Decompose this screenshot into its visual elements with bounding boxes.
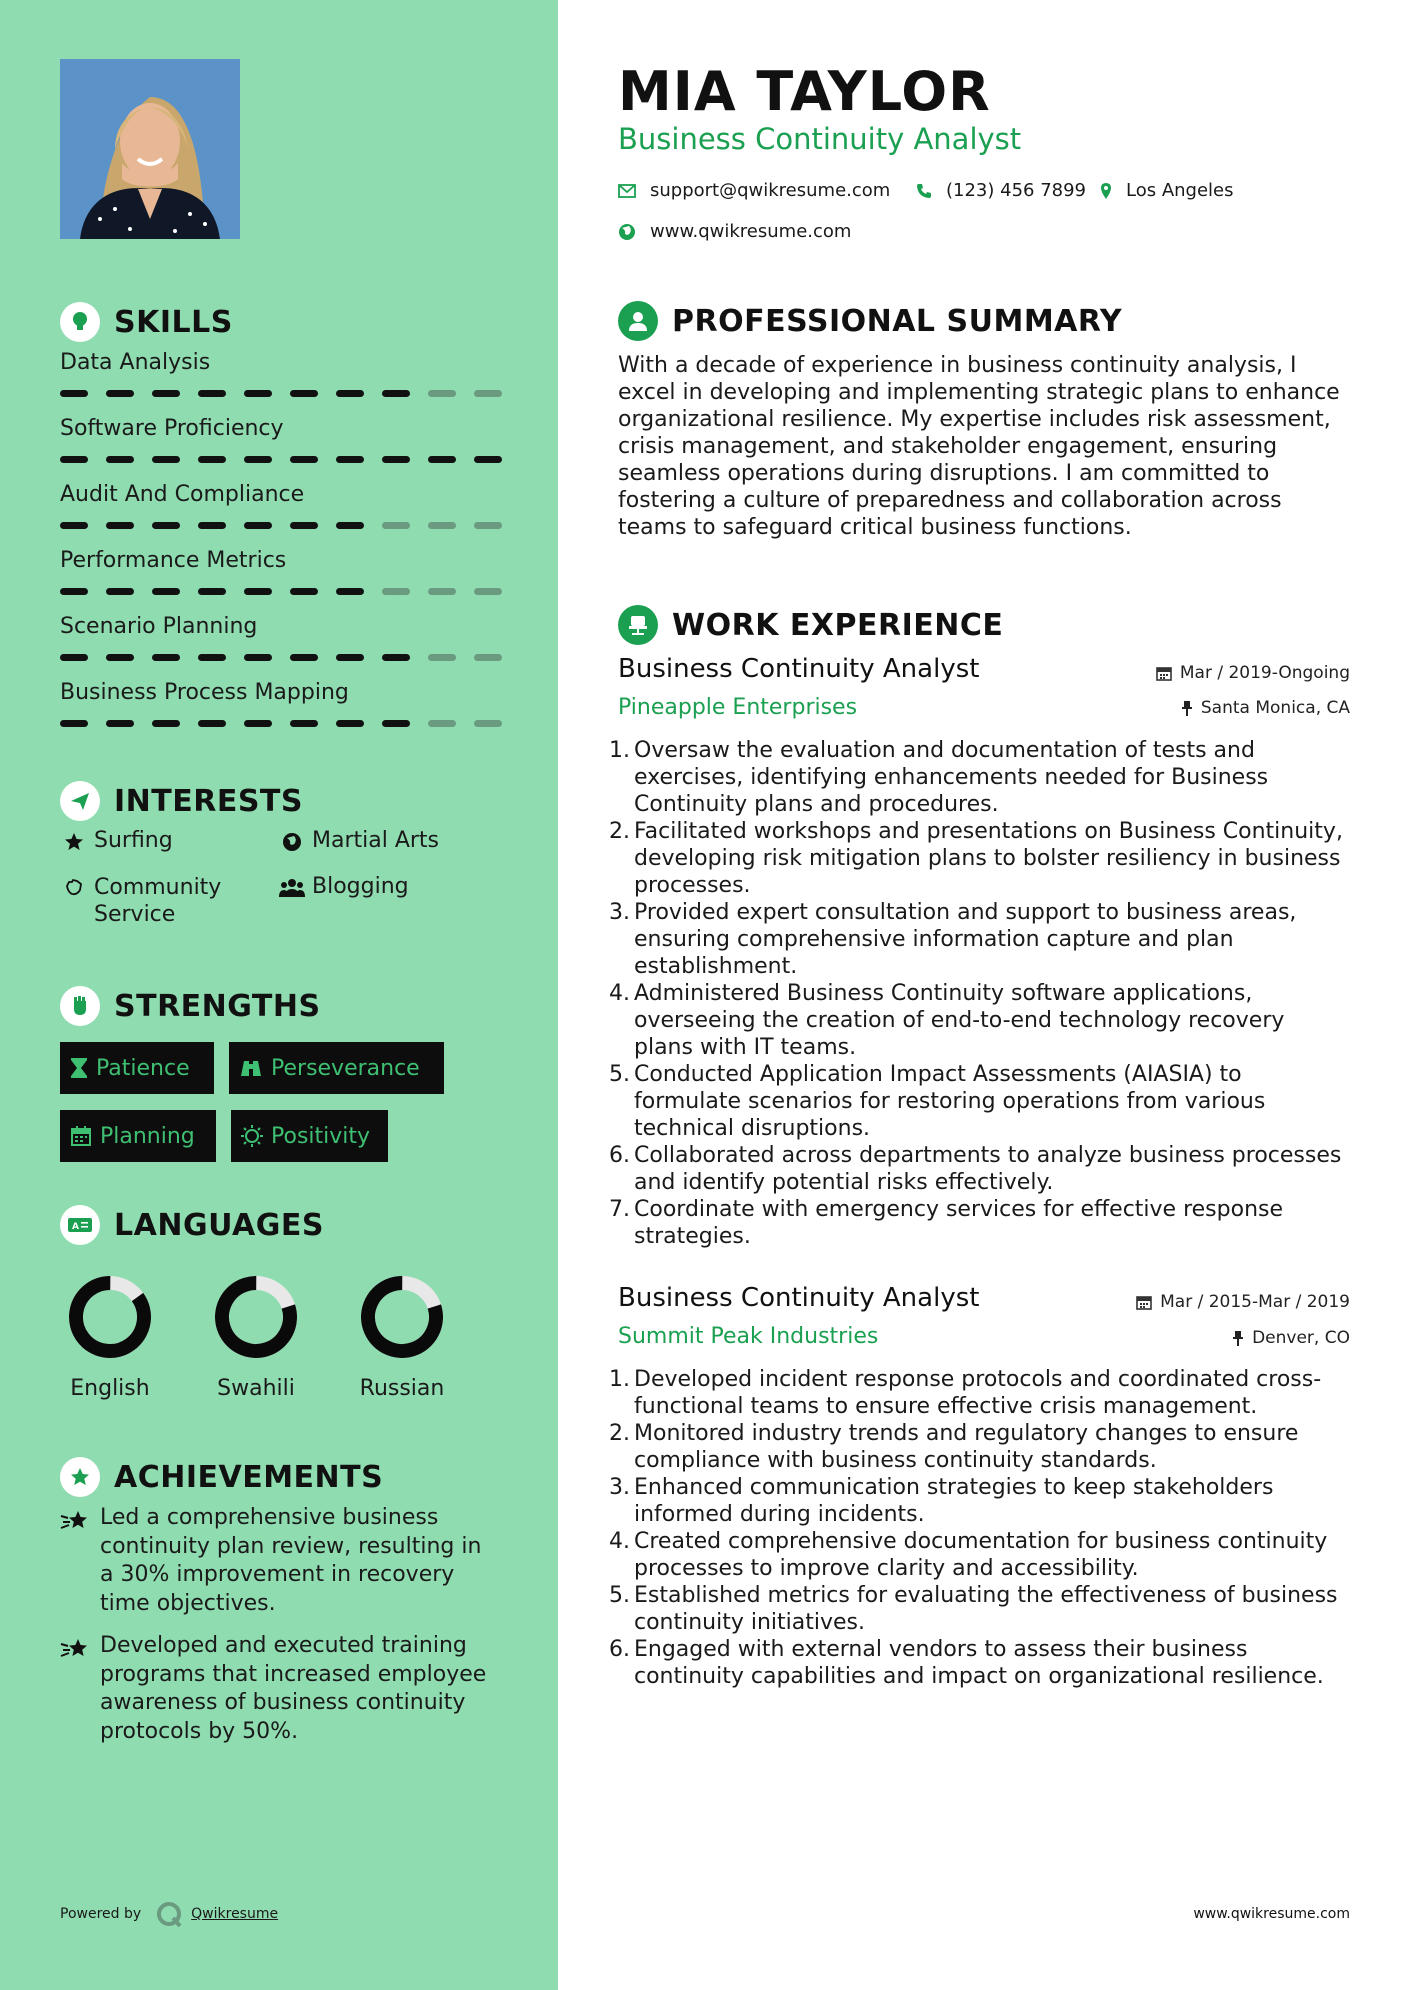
skill-level-bar: [60, 390, 520, 397]
skill-level-segment: [290, 456, 318, 463]
skill-level-segment: [474, 720, 502, 727]
job-bullet: 4. Administered Business Continuity software applications, overseeing the creation of end-to-end technology recovery plans with IT teams.: [609, 981, 1285, 1060]
skill-level-segment: [198, 720, 226, 727]
contact-email[interactable]: [618, 180, 890, 201]
calendar-icon: [70, 1125, 92, 1147]
website-text: www.qwikresume.com: [650, 221, 852, 242]
job-bullet: 5. Conducted Application Impact Assessments (AIASIA) to formulate scenarios for restoring operations from various technical disruptions.: [609, 1062, 1266, 1141]
skill-level-segment: [198, 456, 226, 463]
phone-icon: [916, 183, 932, 199]
skill-level-segment: [152, 522, 180, 529]
skill-level-segment: [382, 522, 410, 529]
job-location-text: Santa Monica, CA: [1200, 698, 1350, 718]
job-bullet: 7. Coordinate with emergency services for effective response strategies.: [609, 1197, 1284, 1249]
skill-level-segment: [428, 588, 456, 595]
skill-level-segment: [382, 456, 410, 463]
shooting-star-icon: [60, 1632, 100, 1746]
qwikresume-logo-icon: [155, 1900, 183, 1928]
job-bullet: 1. Oversaw the evaluation and documentation of tests and exercises, identifying enhancements needed for Business Continuity plans and procedures.: [609, 738, 1269, 817]
skill-level-bar: [60, 522, 520, 529]
qwikresume-link[interactable]: Qwikresume: [191, 1906, 279, 1922]
skill-item: [60, 680, 500, 746]
job-dates: [1156, 663, 1350, 683]
language-level-arc: [359, 1274, 445, 1360]
skill-level-segment: [474, 390, 502, 397]
skill-item: [60, 614, 500, 680]
location-text: Los Angeles: [1126, 180, 1234, 201]
skill-level-segment: [290, 720, 318, 727]
job-dates-text: Mar / 2015-Mar / 2019: [1160, 1292, 1350, 1312]
skills-heading: [60, 302, 233, 342]
skill-level-segment: [198, 588, 226, 595]
briefcase-chair-icon: [618, 605, 658, 645]
language-item: [332, 1272, 472, 1401]
achievement-item: [60, 1504, 500, 1618]
skill-label: Audit And Compliance: [60, 482, 305, 507]
skill-level-segment: [106, 522, 134, 529]
strength-badge: [60, 1042, 214, 1094]
job-bullet: 6. Engaged with external vendors to assess their business continuity capabilities and impact on organizational resilience.: [609, 1637, 1324, 1689]
achievement-text: Led a comprehensive business continuity plan review, resulting in a 30% improvement in recovery time objectives.: [100, 1505, 482, 1616]
strength-label: Positivity: [271, 1123, 371, 1149]
skill-level-segment: [198, 522, 226, 529]
skill-level-segment: [106, 588, 134, 595]
svg-text:A: A: [72, 1222, 79, 1232]
powered-by-label: Powered by: [60, 1906, 142, 1922]
skill-level-segment: [336, 456, 364, 463]
skills-title: SKILLS: [114, 304, 233, 340]
email-text: support@qwikresume.com: [650, 180, 891, 201]
skill-label: Performance Metrics: [60, 548, 287, 573]
achievements-title: ACHIEVEMENTS: [114, 1459, 384, 1495]
job-company: Pineapple Enterprises: [618, 695, 858, 720]
language-level-arc: [65, 1272, 155, 1362]
skill-level-segment: [198, 654, 226, 661]
skill-level-segment: [60, 522, 88, 529]
language-label: English: [70, 1376, 150, 1401]
interest-label: Martial Arts: [312, 828, 440, 853]
footer-website[interactable]: www.qwikresume.com: [1193, 1906, 1350, 1922]
pin-icon: [1232, 1330, 1244, 1346]
interests-title: INTERESTS: [114, 783, 303, 819]
skill-level-segment: [336, 720, 364, 727]
job-bullet: 1. Developed incident response protocols and coordinated cross-functional teams to ensure effective crisis management.: [609, 1367, 1322, 1419]
strength-label: Perseverance: [271, 1055, 420, 1081]
job-title: Business Continuity Analyst: [618, 654, 980, 684]
star-icon: [60, 828, 88, 852]
job-bullets: [608, 1366, 1348, 1690]
interest-item: [278, 828, 439, 853]
skill-level-segment: [198, 390, 226, 397]
strength-badge: [231, 1110, 388, 1162]
calendar-icon: [1156, 665, 1172, 681]
skill-level-segment: [474, 456, 502, 463]
pin-icon: [1181, 700, 1193, 716]
profile-photo: [60, 59, 240, 239]
skill-level-segment: [106, 720, 134, 727]
interest-item: [278, 874, 409, 899]
globe-icon: [278, 828, 306, 852]
job-bullet: 2. Monitored industry trends and regulatory changes to ensure compliance with business continuity standards.: [609, 1421, 1299, 1473]
skill-item: [60, 548, 500, 614]
skill-level-segment: [244, 654, 272, 661]
languages-title: LANGUAGES: [114, 1207, 324, 1243]
job-bullets: [608, 737, 1348, 1250]
hand-icon: [60, 874, 88, 898]
skill-level-segment: [290, 588, 318, 595]
interests-heading: [60, 781, 303, 821]
skill-level-segment: [382, 720, 410, 727]
skill-label: Software Proficiency: [60, 416, 284, 441]
skill-level-segment: [152, 390, 180, 397]
job-title: Business Continuity Analyst: [618, 1283, 980, 1313]
skill-item: [60, 482, 500, 548]
skill-level-bar: [60, 720, 520, 727]
skill-level-segment: [382, 390, 410, 397]
skill-level-segment: [106, 654, 134, 661]
skill-label: Data Analysis: [60, 350, 211, 375]
interest-item: [60, 874, 221, 928]
job-location: [1181, 698, 1350, 718]
job-dates: [1136, 1292, 1350, 1312]
interest-label: Blogging: [312, 874, 409, 899]
skill-level-segment: [244, 588, 272, 595]
experience-heading: [618, 605, 1003, 645]
job-dates-text: Mar / 2019-Ongoing: [1179, 663, 1350, 683]
skill-level-segment: [428, 720, 456, 727]
job-bullet: 3. Provided expert consultation and support to business areas, ensuring comprehensive information capture and plan establishment.: [609, 900, 1297, 979]
skill-level-segment: [428, 456, 456, 463]
skill-level-segment: [474, 522, 502, 529]
envelope-icon: [618, 184, 636, 198]
job-location-text: Denver, CO: [1252, 1328, 1350, 1348]
skill-level-segment: [290, 390, 318, 397]
strength-badge: [60, 1110, 216, 1162]
skill-level-segment: [106, 456, 134, 463]
interest-label: Community Service: [94, 875, 222, 927]
skill-level-segment: [428, 390, 456, 397]
skill-item: [60, 350, 500, 416]
language-item: [40, 1272, 180, 1401]
job-location: [1232, 1328, 1350, 1348]
binoculars-icon: [239, 1058, 263, 1078]
skill-level-bar: [60, 456, 520, 463]
job-bullet: 6. Collaborated across departments to analyze business processes and identify potential risks effectively.: [609, 1143, 1342, 1195]
achievement-item: [60, 1632, 500, 1746]
star-badge-icon: [60, 1457, 100, 1497]
paper-plane-icon: [60, 781, 100, 821]
skill-level-segment: [60, 720, 88, 727]
candidate-title: Business Continuity Analyst: [618, 122, 1022, 156]
skill-level-segment: [336, 390, 364, 397]
summary-text: With a decade of experience in business continuity analysis, I excel in developing and implementing strategic plans to enhance organizational resilience. My expertise includes risk assessment, crisis management, and stakeholder engagement, ensuring seamless operations during disruptions. I am committed to fostering a culture of preparedness and collaboration across teams to safeguard critical business functions.: [618, 353, 1340, 540]
skill-level-segment: [60, 654, 88, 661]
skill-label: Business Process Mapping: [60, 680, 349, 705]
contact-website[interactable]: [618, 221, 851, 242]
lightbulb-icon: [60, 302, 100, 342]
achievement-text: Developed and executed training programs that increased employee awareness of business continuity protocols by 50%.: [100, 1633, 487, 1744]
strengths-heading: [60, 986, 321, 1026]
language-item: [186, 1272, 326, 1401]
skill-level-segment: [152, 588, 180, 595]
shooting-star-icon: [60, 1504, 100, 1618]
language-label: Russian: [359, 1376, 445, 1401]
skill-level-segment: [336, 588, 364, 595]
strength-badge: [229, 1042, 444, 1094]
skill-level-segment: [152, 456, 180, 463]
job-bullet: 5. Established metrics for evaluating the effectiveness of business continuity initiatives.: [609, 1583, 1338, 1635]
map-pin-icon: [1100, 182, 1112, 200]
strength-label: Planning: [100, 1123, 195, 1149]
skill-level-segment: [152, 654, 180, 661]
achievements-heading: [60, 1457, 383, 1497]
user-icon: [618, 301, 658, 341]
interest-label: Surfing: [94, 828, 173, 853]
interest-item: [60, 828, 173, 853]
skill-level-segment: [152, 720, 180, 727]
skill-level-segment: [106, 390, 134, 397]
skill-item: [60, 416, 500, 482]
skill-level-segment: [290, 654, 318, 661]
phone-text: (123) 456 7899: [946, 180, 1087, 201]
skill-level-segment: [244, 390, 272, 397]
language-level-arc: [213, 1274, 299, 1360]
sun-icon: [241, 1125, 263, 1147]
language-level-ring: [65, 1272, 155, 1362]
skill-level-bar: [60, 654, 520, 661]
skill-level-segment: [336, 522, 364, 529]
summary-title: PROFESSIONAL SUMMARY: [672, 303, 1123, 339]
language-icon: [60, 1205, 100, 1245]
skill-level-segment: [474, 588, 502, 595]
skill-level-segment: [244, 522, 272, 529]
skill-level-segment: [382, 588, 410, 595]
users-icon: [278, 874, 306, 898]
strength-label: Patience: [96, 1055, 190, 1081]
fist-icon: [60, 986, 100, 1026]
job-bullet: 2. Facilitated workshops and presentations on Business Continuity, developing risk mitigation plans to bolster resiliency in business processes.: [609, 819, 1343, 898]
skill-level-segment: [290, 522, 318, 529]
skill-label: Scenario Planning: [60, 614, 258, 639]
language-level-ring: [211, 1272, 301, 1362]
skill-level-segment: [244, 720, 272, 727]
strengths-title: STRENGTHS: [114, 988, 321, 1024]
job-bullet: 3. Enhanced communication strategies to keep stakeholders informed during incidents.: [609, 1475, 1274, 1527]
job-company: Summit Peak Industries: [618, 1324, 879, 1349]
globe-icon: [618, 223, 636, 241]
skill-level-segment: [474, 654, 502, 661]
language-level-ring: [357, 1272, 447, 1362]
skill-level-segment: [428, 522, 456, 529]
candidate-name: MIA TAYLOR: [618, 60, 991, 123]
language-label: Swahili: [217, 1376, 295, 1401]
skill-level-segment: [60, 390, 88, 397]
skill-level-bar: [60, 588, 520, 595]
skill-level-segment: [60, 456, 88, 463]
skill-level-segment: [428, 654, 456, 661]
skill-level-segment: [336, 654, 364, 661]
skill-level-segment: [382, 654, 410, 661]
skill-level-segment: [60, 588, 88, 595]
experience-title: WORK EXPERIENCE: [672, 607, 1004, 643]
job-bullet: 4. Created comprehensive documentation for business continuity processes to improve clarity and accessibility.: [609, 1529, 1328, 1581]
calendar-icon: [1136, 1294, 1152, 1310]
contact-location: [1100, 180, 1234, 201]
contact-phone[interactable]: [916, 180, 1086, 201]
powered-by: [60, 1900, 278, 1928]
skills-list: [60, 350, 500, 746]
languages-heading: [60, 1205, 324, 1245]
summary-heading: [618, 301, 1122, 341]
hourglass-icon: [70, 1057, 88, 1079]
skill-level-segment: [244, 456, 272, 463]
